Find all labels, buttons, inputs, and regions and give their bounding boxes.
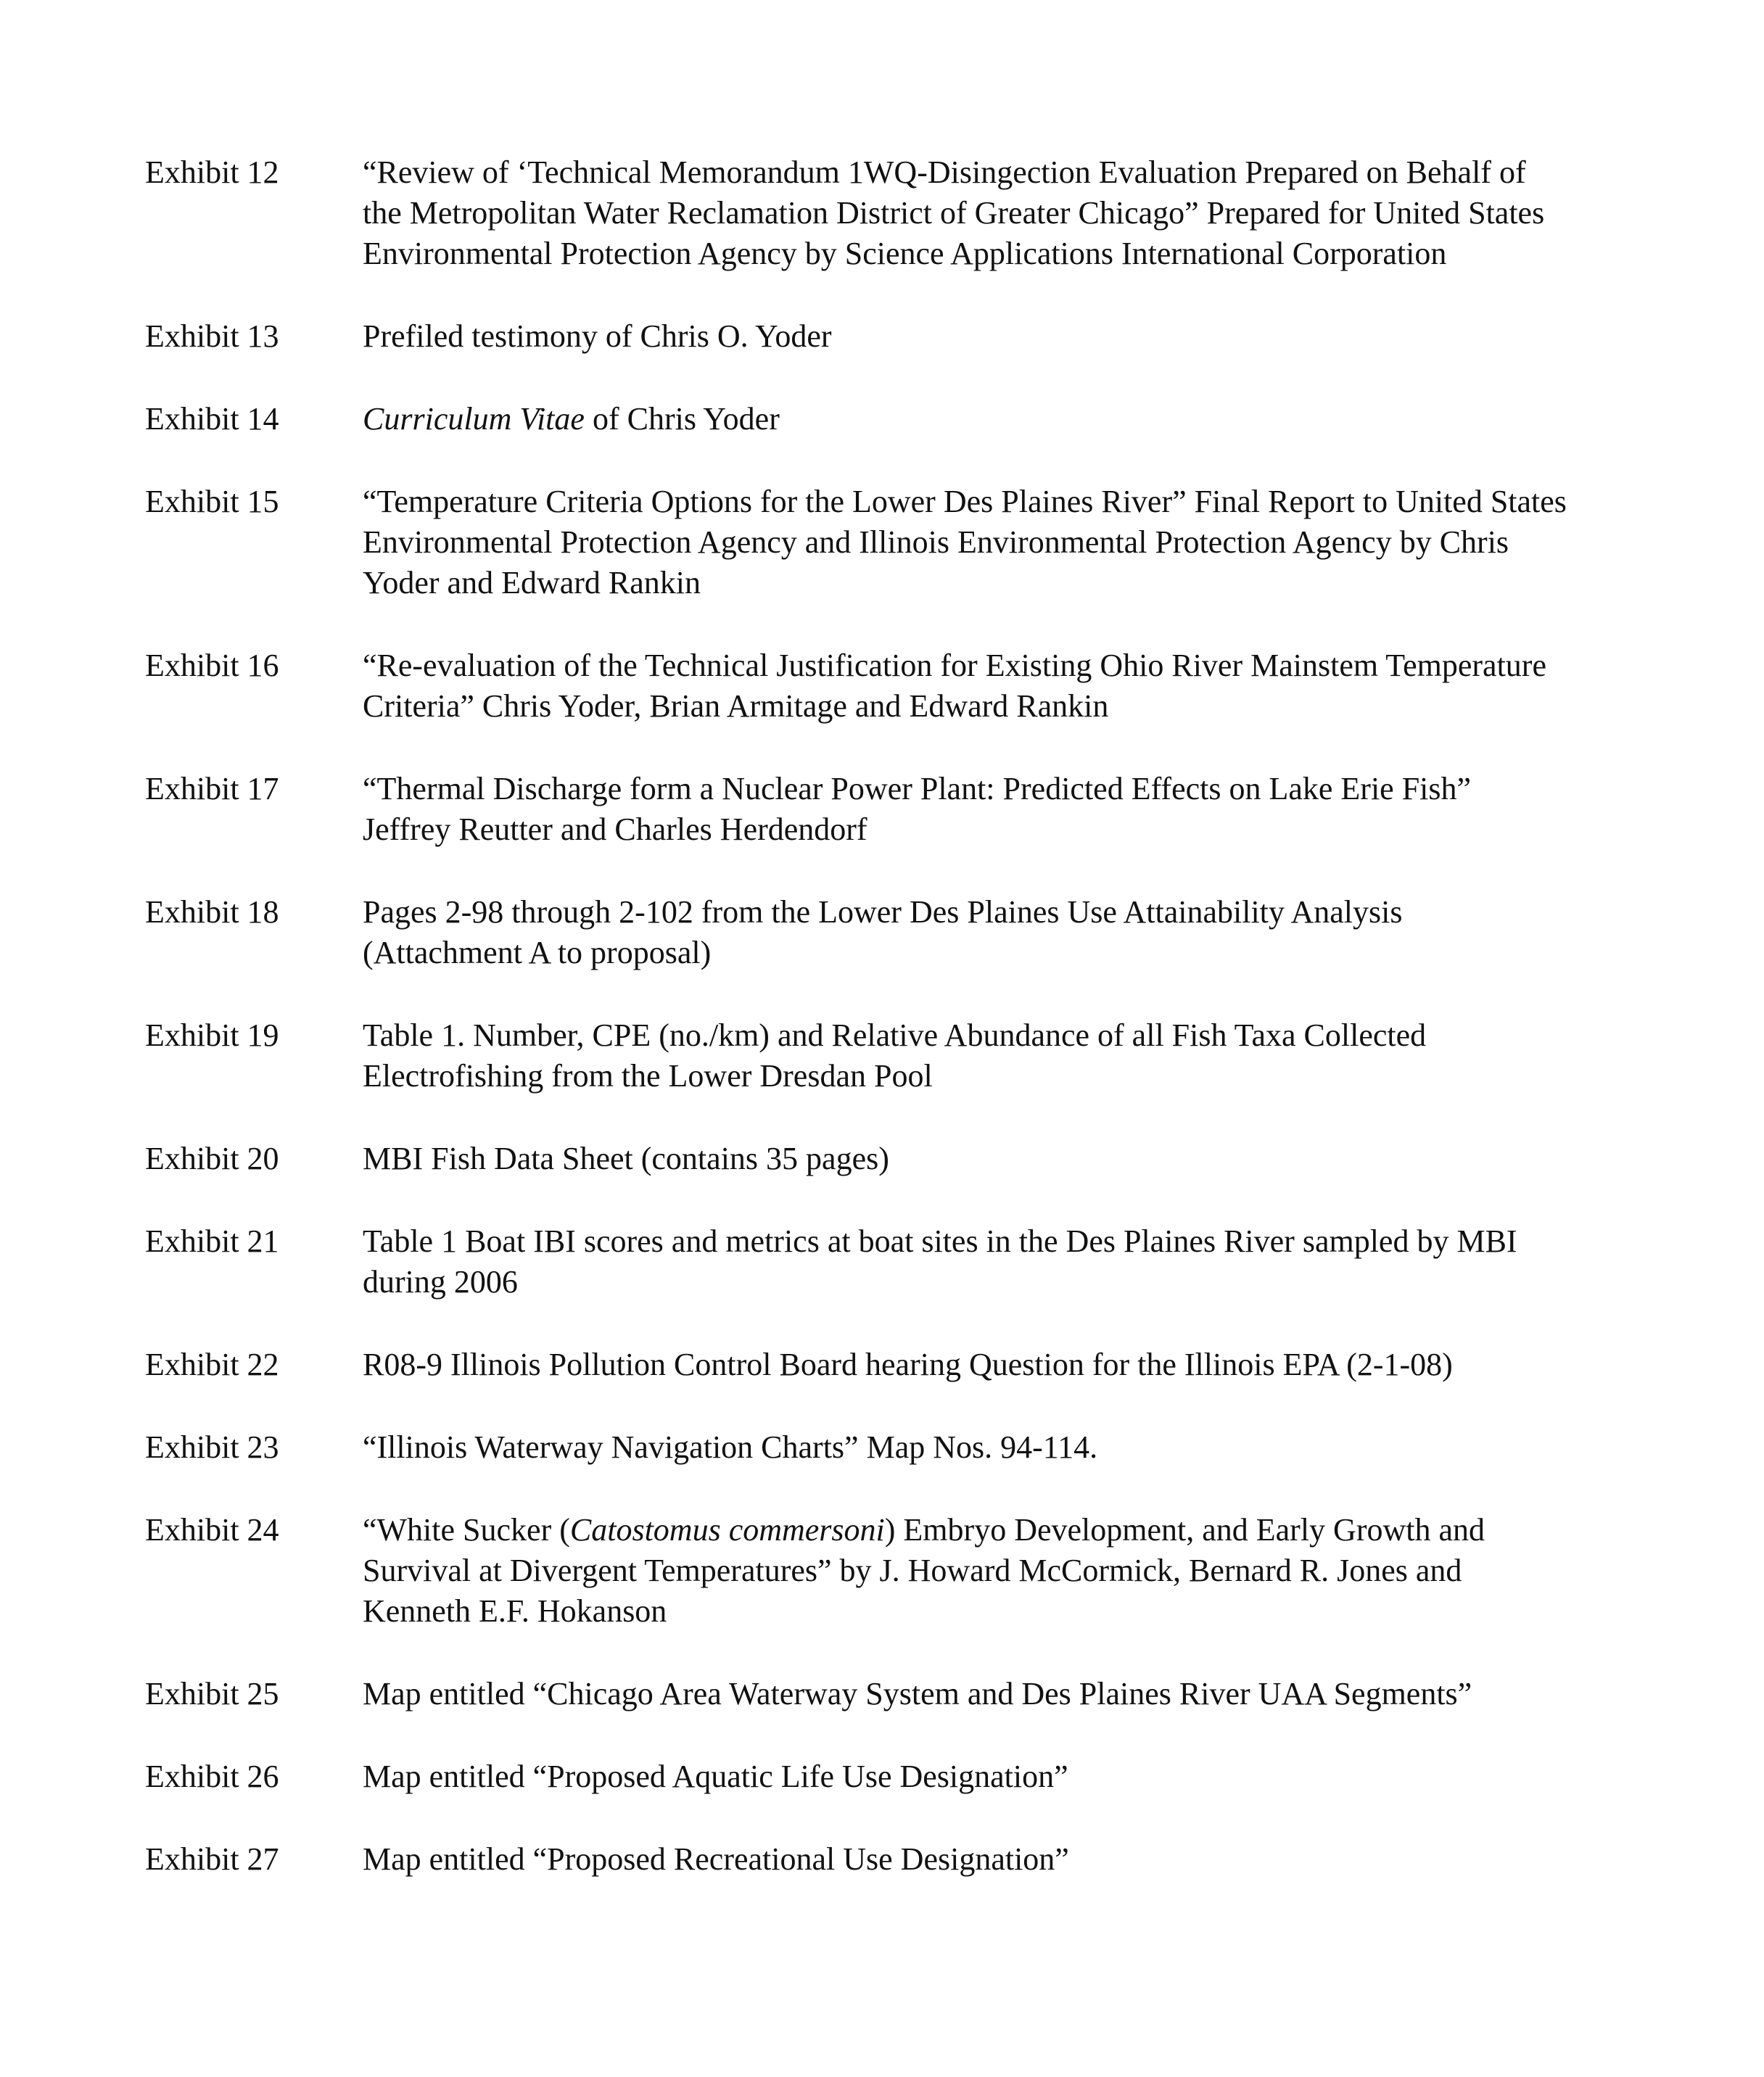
exhibit-description: Map entitled “Chicago Area Waterway System and Des Plaines River UAA Segments” <box>363 1676 1472 1711</box>
exhibit-label: Exhibit 15 <box>145 484 279 519</box>
exhibit-row-20 <box>145 1139 1596 1179</box>
exhibit-label: Exhibit 25 <box>145 1676 279 1711</box>
exhibit-label: Exhibit 17 <box>145 771 279 806</box>
exhibit-description: MBI Fish Data Sheet (contains 35 pages) <box>363 1141 889 1176</box>
exhibit-row-18 <box>145 892 1596 973</box>
exhibit-label: Exhibit 26 <box>145 1759 279 1794</box>
italic-species-name: Catostomus commersoni <box>569 1512 885 1548</box>
exhibit-description: “Re-evaluation of the Technical Justification for Existing Ohio River Mainstem Temperature Criteria” Chris Yoder, Brian Armitage and Edward Rankin <box>363 648 1546 724</box>
exhibit-description: “Temperature Criteria Options for the Lower Des Plaines River” Final Report to United States Environmental Protection Agency and Illinois Environmental Protection Agency by Chris Yoder and Edward Rankin <box>363 484 1567 600</box>
italic-title: Curriculum Vitae <box>363 401 585 437</box>
exhibit-row-21 <box>145 1221 1596 1302</box>
exhibit-label: Exhibit 23 <box>145 1429 279 1465</box>
exhibit-label: Exhibit 21 <box>145 1223 279 1259</box>
exhibit-description: Prefiled testimony of Chris O. Yoder <box>363 318 832 354</box>
exhibit-row-16 <box>145 645 1596 727</box>
exhibit-list <box>145 152 1596 1880</box>
exhibit-description: Map entitled “Proposed Aquatic Life Use Designation” <box>363 1759 1068 1794</box>
exhibit-label: Exhibit 27 <box>145 1841 279 1877</box>
exhibit-row-13 <box>145 316 1596 357</box>
exhibit-label: Exhibit 19 <box>145 1017 279 1053</box>
exhibit-row-15 <box>145 482 1596 603</box>
exhibit-row-23 <box>145 1427 1596 1468</box>
exhibit-description: R08-9 Illinois Pollution Control Board hearing Question for the Illinois EPA (2-1-08) <box>363 1347 1453 1382</box>
exhibit-description <box>363 1510 1596 1632</box>
exhibit-row-12 <box>145 152 1596 274</box>
exhibit-row-26 <box>145 1756 1596 1797</box>
exhibit-row-22 <box>145 1345 1596 1385</box>
exhibit-row-19 <box>145 1015 1596 1097</box>
exhibit-label: Exhibit 24 <box>145 1512 279 1548</box>
exhibit-description: Table 1. Number, CPE (no./km) and Relative Abundance of all Fish Taxa Collected Electrofishing from the Lower Dresdan Pool <box>363 1017 1427 1094</box>
exhibit-description: Map entitled “Proposed Recreational Use Designation” <box>363 1841 1069 1877</box>
exhibit-description: “Illinois Waterway Navigation Charts” Map Nos. 94-114. <box>363 1429 1098 1465</box>
exhibit-label: Exhibit 22 <box>145 1347 279 1382</box>
exhibit-description: Pages 2-98 through 2-102 from the Lower Des Plaines Use Attainability Analysis (Attachment A to proposal) <box>363 894 1403 970</box>
description-text: “White Sucker ( <box>363 1512 570 1548</box>
exhibit-description: “Review of ‘Technical Memorandum 1WQ-Disingection Evaluation Prepared on Behalf of the Metropolitan Water Reclamation District of Greater Chicago” Prepared for United States Environmental Protection Agency by Science Applications International Corporation <box>363 154 1545 271</box>
exhibit-label: Exhibit 18 <box>145 894 279 930</box>
exhibit-row-24 <box>145 1510 1596 1632</box>
description-text: ) Embryo Development, and Early Growth and Survival at Divergent Temperatures” by J. Howard McCormick, Bernard R. Jones and Kenneth E.F. Hokanson <box>363 1512 1485 1629</box>
exhibit-row-14 <box>145 399 1596 439</box>
exhibit-label: Exhibit 16 <box>145 648 279 683</box>
exhibit-row-25 <box>145 1674 1596 1714</box>
exhibit-description: Table 1 Boat IBI scores and metrics at boat sites in the Des Plaines River sampled by MBI during 2006 <box>363 1223 1517 1300</box>
exhibit-label: Exhibit 20 <box>145 1141 279 1176</box>
exhibit-label: Exhibit 13 <box>145 318 279 354</box>
exhibit-row-17 <box>145 769 1596 850</box>
exhibit-description: “Thermal Discharge form a Nuclear Power Plant: Predicted Effects on Lake Erie Fish” Jeffrey Reutter and Charles Herdendorf <box>363 771 1472 847</box>
exhibit-label: Exhibit 14 <box>145 401 279 437</box>
exhibit-label: Exhibit 12 <box>145 154 279 190</box>
exhibit-row-27 <box>145 1839 1596 1880</box>
exhibit-description <box>363 399 1596 439</box>
description-text: of Chris Yoder <box>584 401 780 437</box>
